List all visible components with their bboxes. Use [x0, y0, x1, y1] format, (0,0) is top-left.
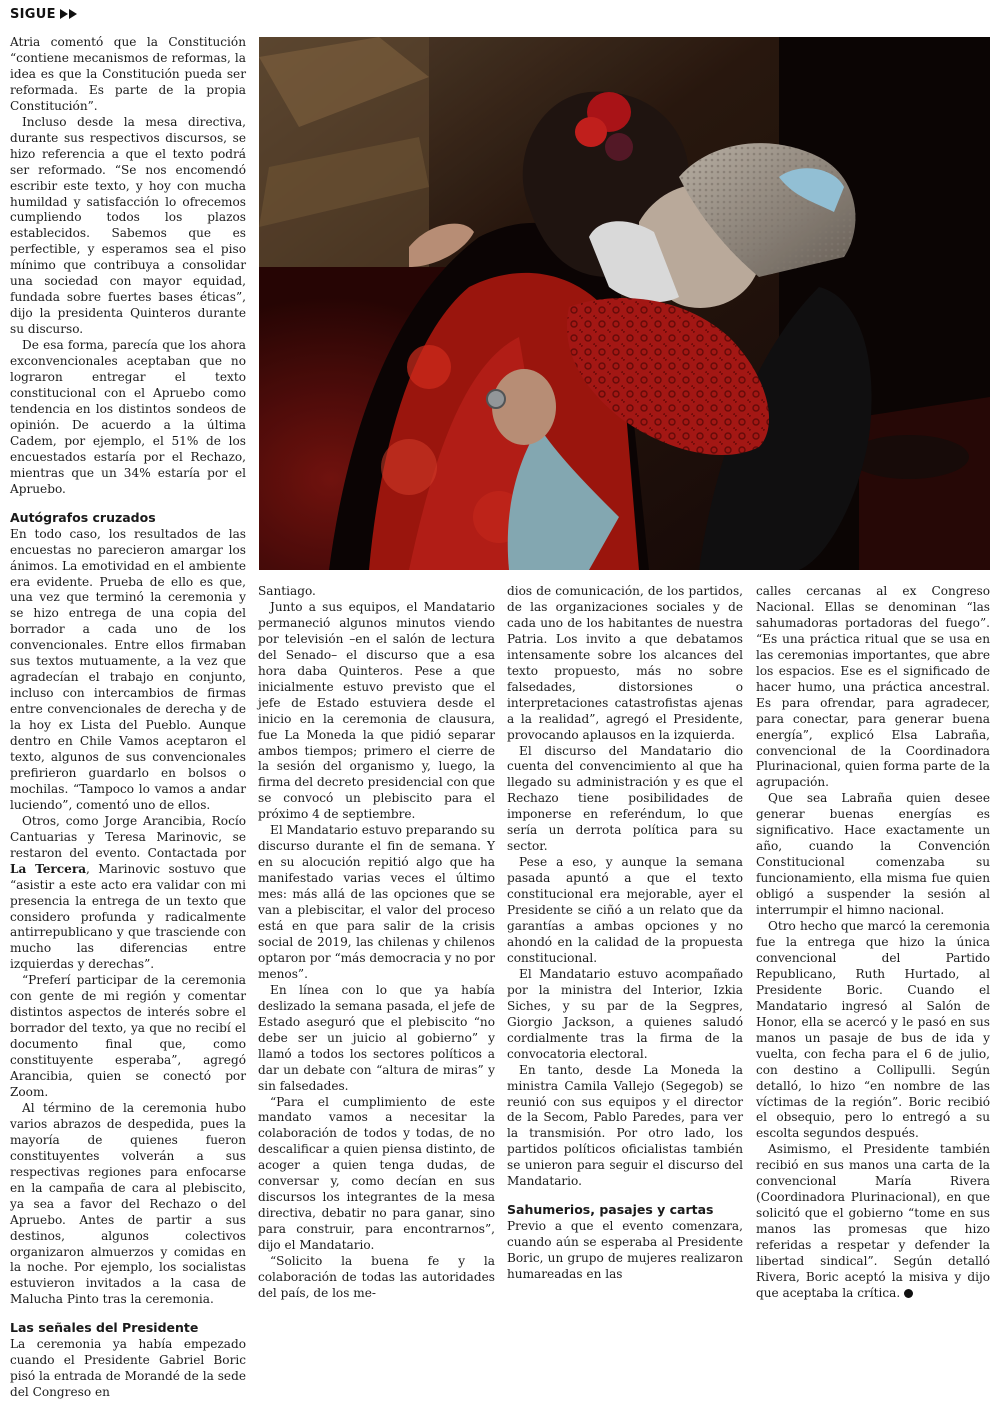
paragraph: Al término de la ceremonia hubo varios abrazos de despedida, pues la mayoría de quienes fueron constituyentes volverán a sus respectivas regiones para enfocarse en la campaña de cara al plebiscito, ya sea a favor del Rechazo o del Apruebo. Antes de partir a sus destinos, algunos colectivos organizaron almuerzos y comidas en la noche. Por ejemplo, los socialistas estuvieron invitados a la casa de Malucha Pinto tras la ceremonia. [10, 1100, 246, 1307]
article-photo [259, 37, 990, 570]
newspaper-name: La Tercera [10, 861, 87, 876]
double-arrow-right-icon [60, 9, 77, 19]
sigue-continuation-marker [10, 4, 77, 24]
text-run: Otros, como Jorge Arancibia, Rocío Cantuarias y Teresa Marinovic, se restaron del evento. Contactada por [10, 813, 246, 860]
paragraph [10, 814, 246, 974]
paragraph: “Solicito la buena fe y la colaboración de todas las autoridades del país, de los me- [258, 1254, 495, 1300]
paragraph: En línea con lo que ya había deslizado la semana pasada, el jefe de Estado aseguró que el plebiscito “no debe ser un juicio al gobierno” y llamó a todos los sectores políticos a dar un debate con “altura de miras” y sin falsedades. [258, 982, 495, 1093]
photo-hug-illustration [259, 37, 990, 570]
paragraph: Santiago. [258, 584, 316, 598]
paragraph: “Para el cumplimiento de este mandato vamos a necesitar la colaboración de todos y todas, de no descalificar a quien piensa distinto, de acoger a quien tenga dudas, de conversar y, como decían en sus discursos los integrantes de la mesa directiva, debatir no para ganar, sino para construir, para encontrarnos”, dijo el Mandatario. [258, 1094, 495, 1253]
paragraph: La ceremonia ya había empezado cuando el Presidente Gabriel Boric pisó la entrada de Morandé de la sede del Congreso en [10, 1337, 246, 1400]
paragraph [756, 1142, 990, 1302]
paragraph: Que sea Labraña quien desee generar buenas energías es significativo. Hace exactamente un año, cuando la Convención Constitucional comenzaba su funcionamiento, ella misma fue quien obligó a suspender la sesión al interrumpir el himno nacional. [756, 791, 990, 918]
paragraph: Otro hecho que marcó la ceremonia fue la entrega que hizo la única convencional del Partido Republicano, Ruth Hurtado, al Presidente Boric. Cuando el Mandatario ingresó al Salón de Honor, ella se acercó y le pasó en sus manos un pasaje de bus de ida y vuelta, con fecha para el 6 de julio, con destino a Collipulli. Según detalló, lo hizo “en nombre de las víctimas de la región”. Boric recibió el obsequio, pero lo entregó a su escolta segundos después. [756, 919, 990, 1141]
paragraph: El Mandatario estuvo acompañado por la ministra del Interior, Izkia Siches, y su par de la Segpres, Giorgio Jackson, a quienes saludó cordialmente tras la firma de la convocatoria electoral. [507, 966, 743, 1061]
article-column-1 [10, 35, 246, 1400]
paragraph: Incluso desde la mesa directiva, durante sus respectivos discursos, se hizo referencia a que el texto podrá ser reformado. “Se nos encomendó escribir este texto, y hoy con mucha humildad y satisfacción lo ofrecemos cumpliendo todos los plazos establecidos. Sabemos que es perfectible, y esperamos sea el piso mínimo que contribuya a consolidar una sociedad con mayor equidad, fundada sobre fuertes bases éticas”, dijo la presidenta Quinteros durante su discurso. [10, 114, 246, 337]
paragraph: Previo a que el evento comenzara, cuando aún se esperaba al Presidente Boric, un grupo de mujeres realizaron humareadas en las [507, 1219, 743, 1282]
article-column-4 [756, 584, 990, 1300]
article-column-3 [507, 584, 743, 1282]
paragraph: Pese a eso, y aunque la semana pasada apuntó a que el texto constitucional era mejorable, ayer el Presidente se ciñó a un relato que da garantías a ambas opciones y no ahondó en la calidad de la propuesta constitucional. [507, 855, 743, 965]
text-run: , Marinovic sostuvo que “asistir a este acto era validar con mi presencia la entrega de un texto que considero profunda y radicalmente antirrepublicano y que trasciende con mucho las diferencias entre izquierdas y derechas”. [10, 861, 246, 972]
end-of-article-icon [904, 1289, 913, 1298]
paragraph: calles cercanas al ex Congreso Nacional. Ellas se denominan “las sahumadoras portadoras del fuego”. “Es una práctica ritual que se usa en las ceremonias importantes, que abre los espacios. Ese es el significado de hacer humo, una práctica ancestral. Es para ofrendar, para agradecer, para conectar, para generar buena energía”, explicó Elsa Labraña, convencional de la Coordinadora Plurinacional, quien forma parte de la agrupación. [756, 584, 990, 790]
subheading-senales-presidente: Las señales del Presidente [10, 1320, 199, 1336]
paragraph: De esa forma, parecía que los ahora exconvencionales aceptaban que no lograron entregar el texto constitucional con el Apruebo como tendencia en los distintos sondeos de opinión. De acuerdo a la última Cadem, por ejemplo, el 51% de los encuestados estaría por el Rechazo, mientras que un 34% estaría por el Apruebo. [10, 338, 246, 496]
paragraph: En tanto, desde La Moneda la ministra Camila Vallejo (Segegob) se reunió con sus equipos y el director de la Secom, Pablo Paredes, para ver la transmisión. Por otro lado, los partidos políticos oficialistas también se unieron para seguir el discurso del Mandatario. [507, 1062, 743, 1189]
paragraph: “Preferí participar de la ceremonia con gente de mi región y comentar distintos aspectos de interés sobre el borrador del texto, ya que no recibí el documento final que, como constituyente esperaba”, agregó Arancibia, quien se conectó por Zoom. [10, 973, 246, 1099]
paragraph: En todo caso, los resultados de las encuestas no parecieron amargar los ánimos. La emotividad en el ambiente era evidente. Prueba de ello es que, una vez que terminó la ceremonia y se hizo entrega de una copia del borrador a cada uno de los convencionales. Entre ellos firmaban sus textos mutuamente, a la vez que agradecían el trabajo en conjunto, incluso con intercambios de firmas entre convencionales de derecha y de la hoy ex Lista del Pueblo. Aunque dentro en Chile Vamos aceptaron el texto, algunos de sus convencionales prefirieron guardarlo en bolsos o mochilas. “Tampoco lo vamos a andar luciendo”, comentó uno de ellos. [10, 526, 246, 812]
article-column-2 [258, 584, 495, 1300]
sigue-label: SIGUE [10, 6, 56, 22]
paragraph: El Mandatario estuvo preparando su discurso durante el fin de semana. Y en su alocución repitió algo que ha manifestado varias veces el último mes: más allá de las opciones que se van a plebiscitar, el valor del proceso está en que para salir de la crisis social de 2019, las chilenas y chilenos optaron por “más democracia y no por menos”. [258, 823, 495, 981]
paragraph: Junto a sus equipos, el Mandatario permaneció algunos minutos viendo por televisión –en el salón de lectura del Senado– el discurso que a esa hora daba Quinteros. Pese a que inicialmente estuvo previsto que el jefe de Estado estuviera desde el inicio en la ceremonia de clausura, fue La Moneda la que pidió separar ambos tiempos; primero el cierre de la sesión del organismo y, luego, la firma del decreto presidencial con que se convocó un plebiscito para el próximo 4 de septiembre. [258, 599, 495, 822]
subheading-sahumerios: Sahumerios, pasajes y cartas [507, 1202, 714, 1218]
paragraph: El discurso del Mandatario dio cuenta del convencimiento al que ha llegado su administración y es que el Rechazo tiene posibilidades de imponerse en referéndum, lo que sería un derrota política para su sector. [507, 743, 743, 854]
paragraph: Atria comentó que la Constitución “contiene mecanismos de reformas, la idea es que la Constitución pueda ser reformada. Es parte de la propia Constitución”. [10, 35, 246, 113]
subheading-autografos: Autógrafos cruzados [10, 509, 156, 525]
text-run: Asimismo, el Presidente también recibió en sus manos una carta de la convencional María Rivera (Coordinadora Plurinacional), en que solicitó que el gobierno “tome en sus manos las promesas que hizo referidas a respetar y defender la libertad sindical”. Según detalló Rivera, Boric aceptó la misiva y dijo que aceptaba la crítica. [756, 1142, 990, 1300]
paragraph: dios de comunicación, de los partidos, de las organizaciones sociales y de cada uno de los habitantes de nuestra Patria. Los invito a que debatamos intensamente sobre los alcances del texto propuesto, más no sobre falsedades, distorsiones o interpretaciones catastrofistas ajenas a la realidad”, agregó el Presidente, provocando aplausos en la izquierda. [507, 584, 743, 742]
